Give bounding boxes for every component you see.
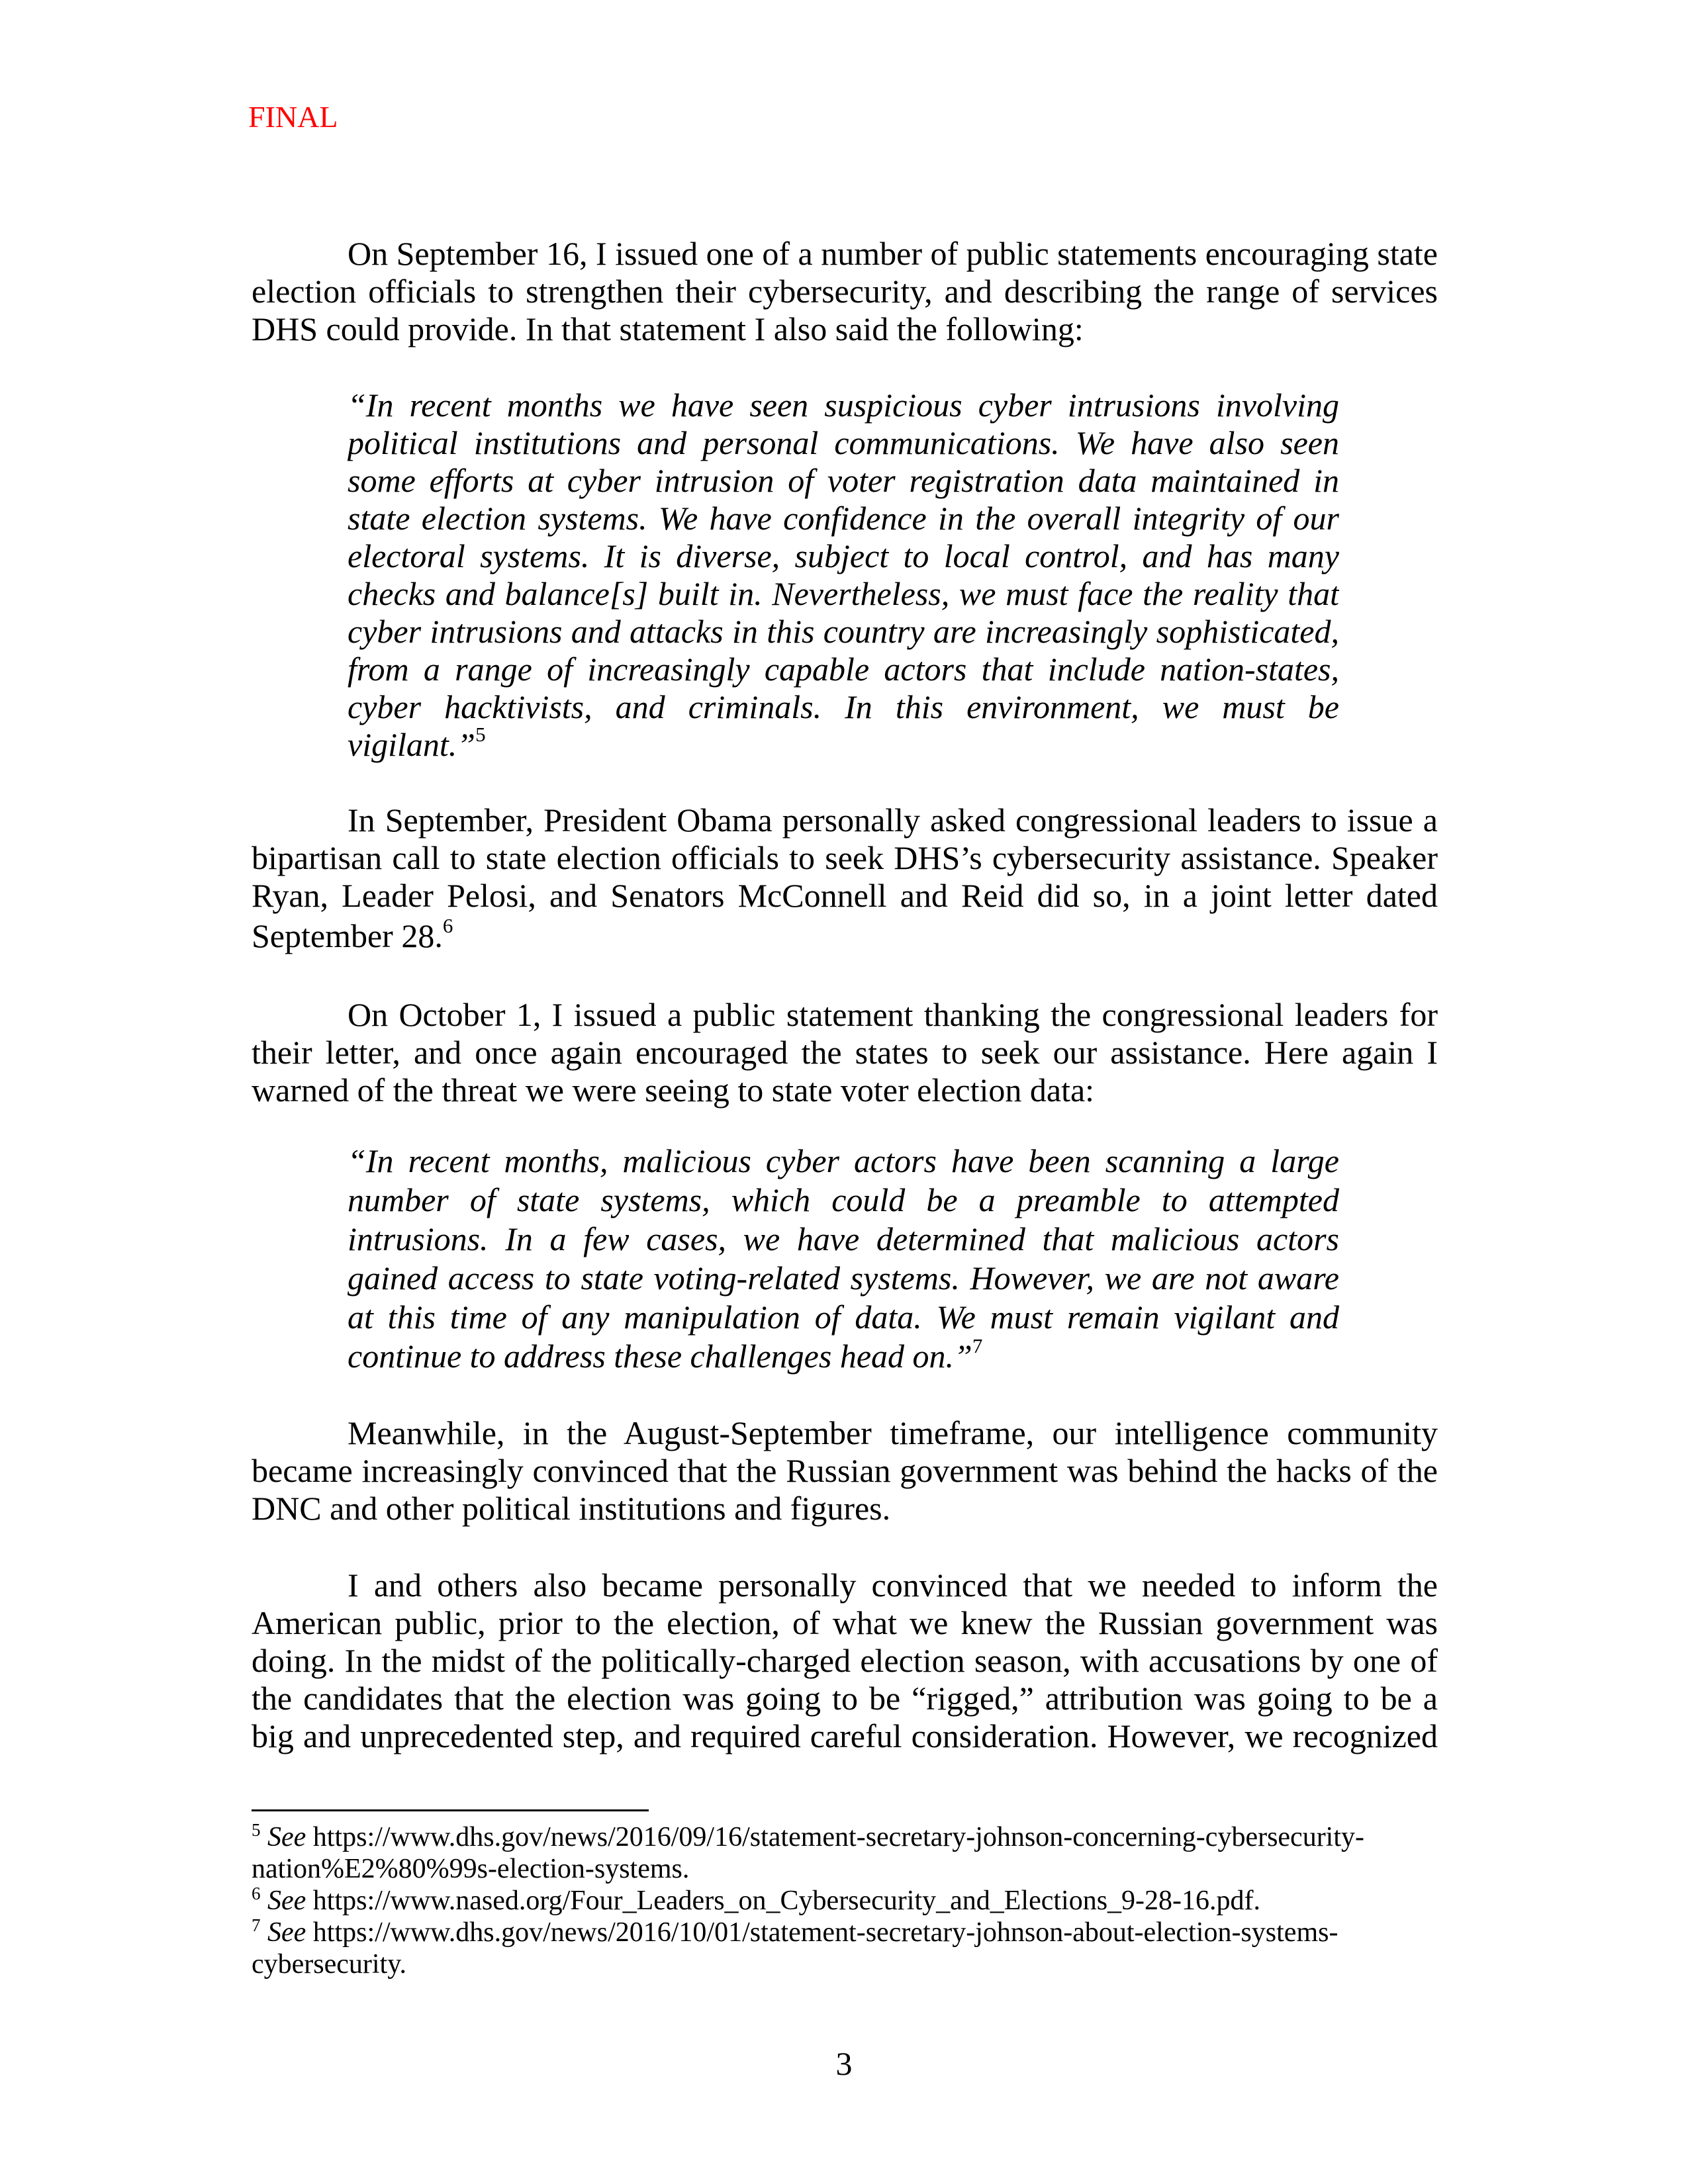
footnote-see: See <box>267 1822 306 1852</box>
footnote-link[interactable]: nation%E2%80%99s-election-systems. <box>252 1854 690 1884</box>
quote-text: continue to address these challenges head on.” <box>348 1338 972 1375</box>
text-line: Meanwhile, in the August-September timeframe, our intelligence community <box>348 1414 1438 1451</box>
footnote-separator <box>252 1809 649 1811</box>
footnote-number: 5 <box>252 1820 261 1840</box>
text-line: their letter, and once again encouraged the states to seek our assistance. Here again I <box>252 1034 1438 1071</box>
footnote-number: 6 <box>252 1884 261 1903</box>
paragraph-text: September 28. <box>252 917 443 954</box>
footnote-ref-5[interactable]: 5 <box>475 723 486 747</box>
text-line: On September 16, I issued one of a number of public statements encouraging state <box>348 235 1438 272</box>
quote-line: from a range of increasingly capable actors that include nation-states, <box>348 651 1339 688</box>
text-line: warned of the threat we were seeing to state voter election data: <box>252 1071 1095 1109</box>
quote-line: cyber intrusions and attacks in this country are increasingly sophisticated, <box>348 613 1339 650</box>
final-status-label: FINAL <box>248 100 338 134</box>
text-line: Ryan, Leader Pelosi, and Senators McConnell and Reid did so, in a joint letter dated <box>252 877 1438 914</box>
quote-line: gained access to state voting-related systems. However, we are not aware <box>348 1259 1339 1297</box>
text-line: I and others also became personally convinced that we needed to inform the <box>348 1567 1438 1604</box>
footnote-6 <box>252 1885 1260 1917</box>
text-line: big and unprecedented step, and required careful consideration. However, we recognized <box>252 1717 1438 1754</box>
quote-line: “In recent months, malicious cyber actors have been scanning a large <box>348 1142 1339 1179</box>
quote-line: checks and balance[s] built in. Nevertheless, we must face the reality that <box>348 575 1339 612</box>
footnote-7 <box>252 1917 1338 1948</box>
text-line: bipartisan call to state election officials to seek DHS’s cybersecurity assistance. Speaker <box>252 839 1438 876</box>
quote-line: intrusions. In a few cases, we have determined that malicious actors <box>348 1220 1339 1257</box>
footnote-see: See <box>267 1886 306 1916</box>
text-line <box>252 914 1438 955</box>
quote-line: electoral systems. It is diverse, subject to local control, and has many <box>348 537 1339 574</box>
quote-line: at this time of any manipulation of data. We must remain vigilant and <box>348 1298 1339 1336</box>
footnote-ref-7[interactable]: 7 <box>972 1334 983 1358</box>
quote-line: number of state systems, which could be a preamble to attempted <box>348 1181 1339 1218</box>
footnote-link[interactable]: cybersecurity. <box>252 1949 406 1979</box>
quote-line: cyber hacktivists, and criminals. In this environment, we must be <box>348 688 1339 725</box>
text-line: DHS could provide. In that statement I also said the following: <box>252 310 1084 347</box>
quote-text: vigilant.” <box>348 726 476 763</box>
quote-line <box>348 1334 1339 1375</box>
quote-line: some efforts at cyber intrusion of voter registration data maintained in <box>348 462 1339 499</box>
text-line: became increasingly convinced that the Russian government was behind the hacks of the <box>252 1452 1438 1489</box>
footnote-ref-6[interactable]: 6 <box>442 914 453 938</box>
quote-line: “In recent months we have seen suspicious cyber intrusions involving <box>348 387 1339 424</box>
text-line: In September, President Obama personally asked congressional leaders to issue a <box>348 801 1438 839</box>
text-line: election officials to strengthen their cybersecurity, and describing the range of services <box>252 273 1438 310</box>
footnote-link[interactable]: https://www.dhs.gov/news/2016/09/16/statement-secretary-johnson-concerning-cybersecurity- <box>312 1822 1365 1852</box>
footnote-5-continued <box>252 1853 689 1885</box>
text-line: DNC and other political institutions and figures. <box>252 1490 891 1527</box>
text-line: American public, prior to the election, of what we knew the Russian government was <box>252 1604 1438 1641</box>
page-number: 3 <box>835 2045 853 2082</box>
footnote-7-continued <box>252 1948 406 1980</box>
text-line: doing. In the midst of the politically-charged election season, with accusations by one of <box>252 1642 1438 1679</box>
text-line: the candidates that the election was going to be “rigged,” attribution was going to be a <box>252 1680 1438 1717</box>
quote-line: state election systems. We have confidence in the overall integrity of our <box>348 500 1339 537</box>
footnote-link[interactable]: https://www.dhs.gov/news/2016/10/01/statement-secretary-johnson-about-election-systems- <box>312 1917 1338 1948</box>
footnote-link[interactable]: https://www.nased.org/Four_Leaders_on_Cybersecurity_and_Elections_9-28-16.pdf. <box>312 1886 1261 1916</box>
quote-line: political institutions and personal communications. We have also seen <box>348 424 1339 461</box>
footnote-see: See <box>267 1917 306 1948</box>
footnote-5 <box>252 1821 1364 1853</box>
text-line: On October 1, I issued a public statement thanking the congressional leaders for <box>348 996 1438 1033</box>
footnote-number: 7 <box>252 1915 261 1935</box>
quote-line <box>348 723 1339 764</box>
